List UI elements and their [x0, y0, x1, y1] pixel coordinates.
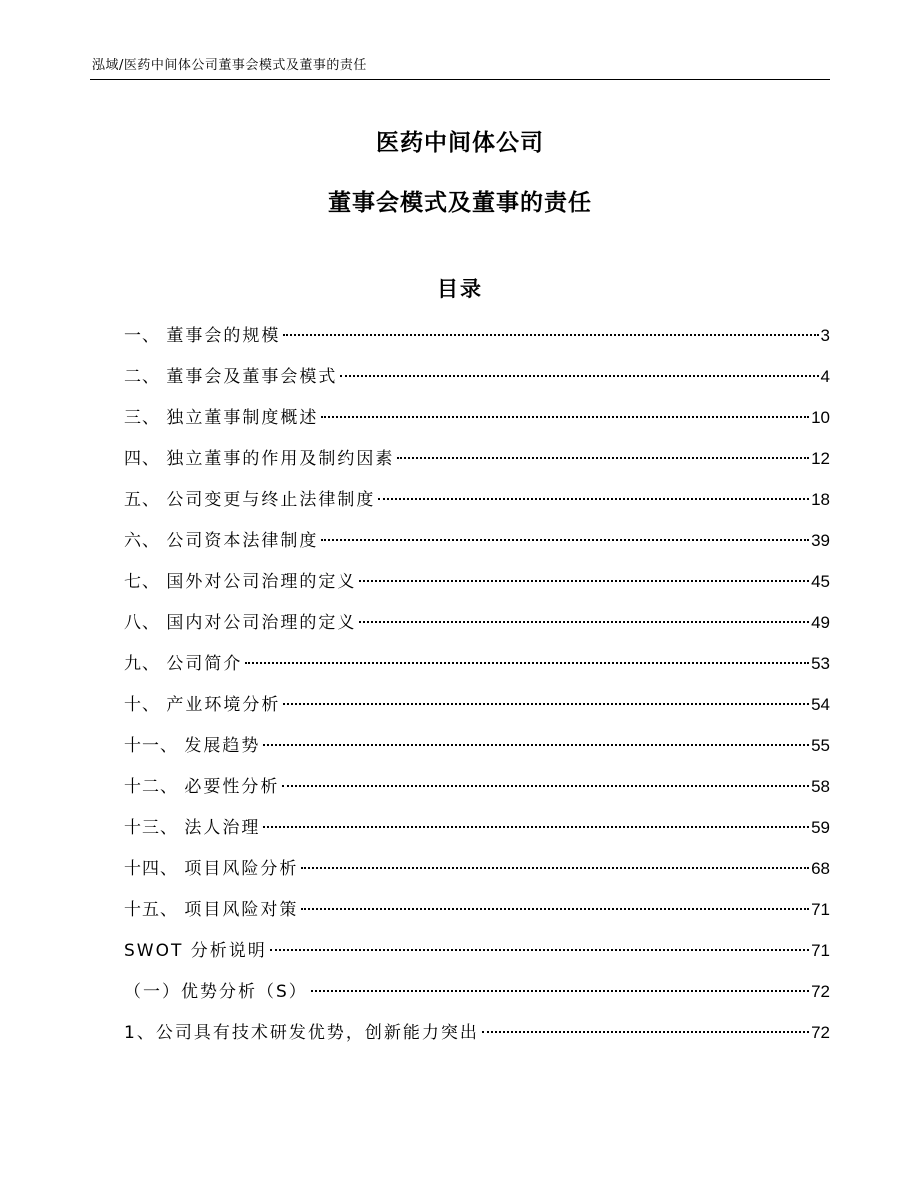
document-title: 医药中间体公司 — [376, 130, 544, 156]
toc-entry[interactable] — [124, 813, 830, 854]
toc-entry-number: 九、 — [124, 654, 167, 674]
toc-dot-leader — [245, 662, 809, 664]
running-header: 泓域/医药中间体公司董事会模式及董事的责任 — [92, 58, 367, 73]
toc-entry-label: 公司资本法律制度 — [166, 531, 319, 551]
toc-entry-page: 58 — [811, 777, 830, 796]
toc-entry-label: 国外对公司治理的定义 — [166, 572, 357, 592]
toc-entry-label: 发展趋势 — [184, 736, 261, 756]
toc-entry[interactable] — [124, 895, 830, 936]
toc-entry[interactable] — [124, 444, 830, 485]
toc-entry-number: 十二、 — [124, 777, 185, 797]
toc-entry-page: 72 — [811, 982, 830, 1001]
toc-entry[interactable] — [124, 321, 830, 362]
toc-dot-leader — [378, 498, 809, 500]
toc-dot-leader — [359, 621, 809, 623]
toc-entry-page: 55 — [811, 736, 830, 755]
toc-entry-label: 项目风险对策 — [184, 900, 299, 920]
toc-dot-leader — [482, 1031, 809, 1033]
toc-entry-number: 六、 — [124, 531, 167, 551]
toc-entry-label: 公司简介 — [166, 654, 243, 674]
toc-entry-page: 12 — [811, 449, 830, 468]
toc-entry-number: 十四、 — [124, 859, 185, 879]
toc-dot-leader — [397, 457, 809, 459]
toc-entry-page: 71 — [811, 941, 830, 960]
toc-entry-page: 45 — [811, 572, 830, 591]
header-divider — [90, 79, 830, 80]
toc-entry-page: 71 — [811, 900, 830, 919]
toc-entry-number: 十三、 — [124, 818, 185, 838]
toc-dot-leader — [301, 908, 809, 910]
toc-entry-number: 七、 — [124, 572, 167, 592]
toc-entry[interactable] — [124, 608, 830, 649]
toc-dot-leader — [282, 785, 809, 787]
toc-entry-page: 54 — [811, 695, 830, 714]
toc-entry-label: 法人治理 — [184, 818, 261, 838]
toc-entry-number: 二、 — [124, 367, 167, 387]
toc-entry-label: 董事会及董事会模式 — [166, 367, 338, 387]
toc-entry-label: 必要性分析 — [184, 777, 280, 797]
toc-entry-page: 39 — [811, 531, 830, 550]
toc-entry-label: 项目风险分析 — [184, 859, 299, 879]
toc-entry-page: 49 — [811, 613, 830, 632]
toc-entry-page: 3 — [820, 326, 830, 345]
toc-entry-page: 4 — [820, 367, 830, 386]
toc-entry-label: 董事会的规模 — [166, 326, 281, 346]
toc-dot-leader — [321, 539, 809, 541]
toc-dot-leader — [340, 375, 818, 377]
toc-entry-number: 十一、 — [124, 736, 185, 756]
toc-entry-number: 五、 — [124, 490, 167, 510]
toc-dot-leader — [263, 744, 809, 746]
toc-entry-number: 十五、 — [124, 900, 185, 920]
toc-entry[interactable] — [124, 690, 830, 731]
toc-dot-leader — [311, 990, 809, 992]
toc-entry-number: 十、 — [124, 695, 167, 715]
toc-entry-page: 53 — [811, 654, 830, 673]
toc-entry[interactable] — [124, 731, 830, 772]
toc-entry-label: 公司变更与终止法律制度 — [166, 490, 376, 510]
toc-entry-label: SWOT 分析说明 — [124, 941, 267, 961]
toc-dot-leader — [321, 416, 809, 418]
toc-entry-page: 59 — [811, 818, 830, 837]
toc-entry-label: 1、公司具有技术研发优势，创新能力突出 — [124, 1023, 479, 1043]
toc-entry-page: 10 — [811, 408, 830, 427]
toc-entry[interactable] — [124, 485, 830, 526]
toc-heading: 目录 — [437, 277, 483, 301]
toc-dot-leader — [359, 580, 809, 582]
toc-entry[interactable] — [124, 854, 830, 895]
toc-entry-label: （一）优势分析（S） — [124, 982, 308, 1002]
toc-entry-label: 国内对公司治理的定义 — [166, 613, 357, 633]
toc-entry-label: 独立董事制度概述 — [166, 408, 319, 428]
toc-entry[interactable] — [124, 567, 830, 608]
toc-entry-number: 八、 — [124, 613, 167, 633]
toc-entry-number: 一、 — [124, 326, 167, 346]
toc-dot-leader — [283, 334, 818, 336]
toc-entry[interactable] — [124, 649, 830, 690]
toc-entry[interactable] — [124, 362, 830, 403]
toc-dot-leader — [270, 949, 809, 951]
document-subtitle: 董事会模式及董事的责任 — [328, 190, 592, 216]
toc-entry[interactable] — [124, 977, 830, 1018]
toc-dot-leader — [301, 867, 809, 869]
toc-entry[interactable] — [124, 936, 830, 977]
toc-entry[interactable] — [124, 526, 830, 567]
toc-dot-leader — [283, 703, 809, 705]
table-of-contents — [124, 321, 830, 1059]
toc-entry[interactable] — [124, 403, 830, 444]
toc-entry[interactable] — [124, 1018, 830, 1059]
toc-entry-page: 18 — [811, 490, 830, 509]
toc-entry-number: 四、 — [124, 449, 167, 469]
toc-entry-label: 产业环境分析 — [166, 695, 281, 715]
toc-entry-label: 独立董事的作用及制约因素 — [166, 449, 395, 469]
toc-entry-number: 三、 — [124, 408, 167, 428]
toc-entry-page: 72 — [811, 1023, 830, 1042]
toc-entry-page: 68 — [811, 859, 830, 878]
toc-dot-leader — [263, 826, 809, 828]
toc-entry[interactable] — [124, 772, 830, 813]
